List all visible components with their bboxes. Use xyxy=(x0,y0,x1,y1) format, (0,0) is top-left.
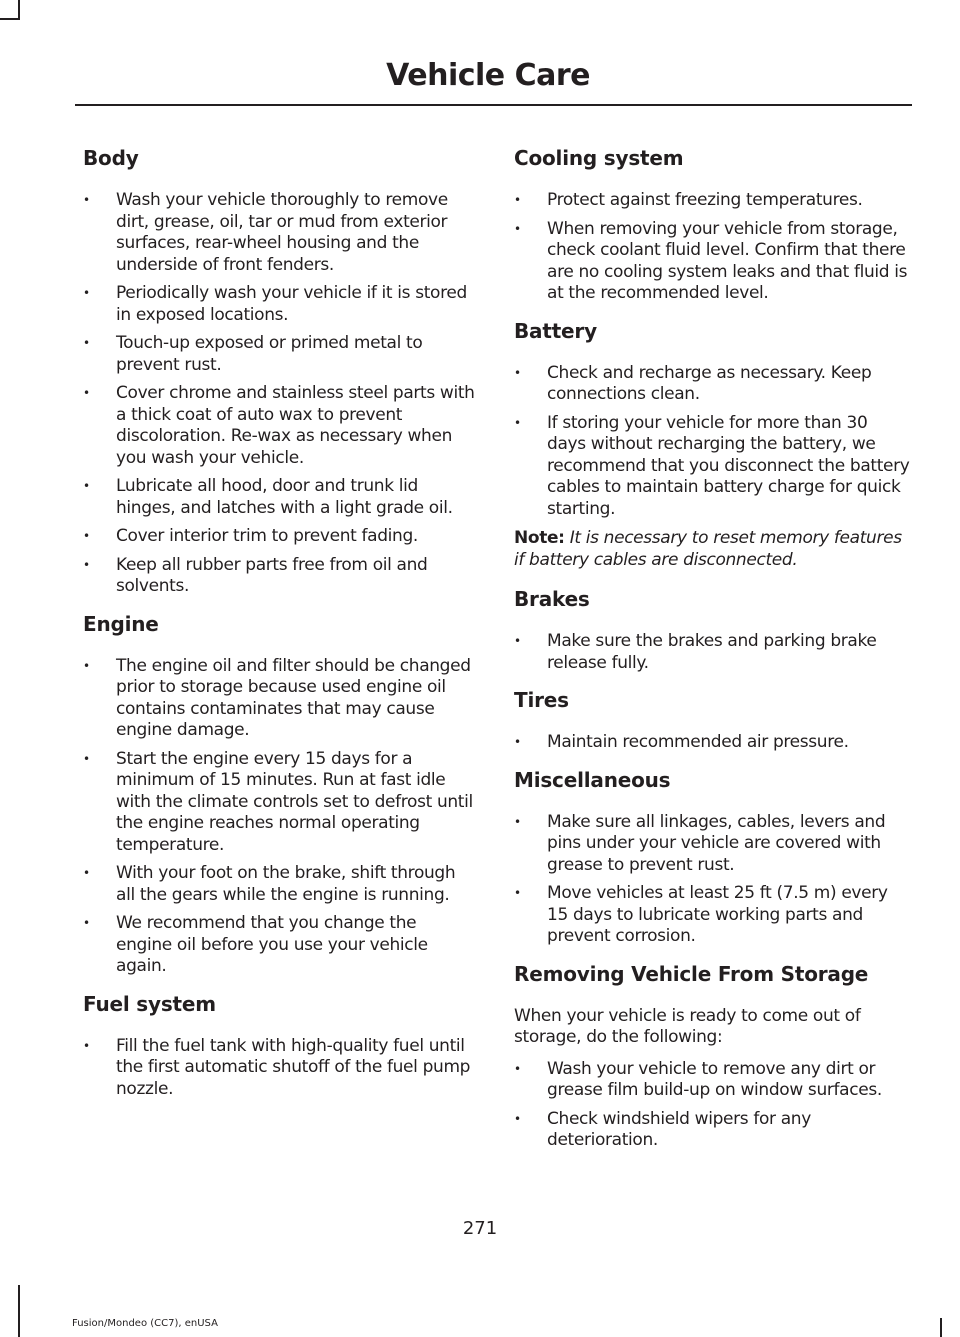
section-heading-brakes: Brakes xyxy=(514,587,590,611)
list-item: • Start the engine every 15 days for a minimum of 15 minutes. Run at fast idle with the climate controls set to defrost until the engine reaches normal operating temperature. xyxy=(83,749,475,857)
right-column xyxy=(514,140,910,1160)
section-heading-removing-vehicle: Removing Vehicle From Storage xyxy=(514,961,869,986)
list-fuel-system xyxy=(83,1036,475,1101)
list-item: • Make sure the brakes and parking brake release fully. xyxy=(514,631,910,674)
note-text: It is necessary to reset memory features if battery cables are disconnected. xyxy=(514,528,902,570)
list-tires xyxy=(514,732,910,754)
list-item: • Touch-up exposed or primed metal to prevent rust. xyxy=(83,333,475,376)
list-item: • If storing your vehicle for more than 30 days without recharging the battery, we recommend that you disconnect the battery cables to maintain battery charge for quick starting. xyxy=(514,413,910,521)
list-item: • Make sure all linkages, cables, levers and pins under your vehicle are covered with grease to prevent rust. xyxy=(514,812,910,877)
section-heading-engine: Engine xyxy=(83,611,159,636)
crop-mark-bottom-right-vertical xyxy=(940,1318,942,1337)
left-column xyxy=(83,140,475,1108)
list-battery xyxy=(514,363,910,521)
list-item: • Wash your vehicle to remove any dirt or grease film build-up on window surfaces. xyxy=(514,1059,910,1102)
section-heading-tires: Tires xyxy=(514,688,569,712)
list-item: • We recommend that you change the engine oil before you use your vehicle again. xyxy=(83,913,475,978)
section-heading-miscellaneous: Miscellaneous xyxy=(514,767,671,792)
list-cooling-system xyxy=(514,190,910,305)
list-item: • Move vehicles at least 25 ft (7.5 m) every 15 days to lubricate working parts and prevent corrosion. xyxy=(514,883,910,948)
page-number: 271 xyxy=(462,1218,498,1239)
list-item: • Check and recharge as necessary. Keep connections clean. xyxy=(514,363,910,406)
list-item: • Maintain recommended air pressure. xyxy=(514,732,910,754)
crop-mark-top-left-horizontal xyxy=(0,18,20,20)
section-heading-battery: Battery xyxy=(514,318,597,343)
list-miscellaneous xyxy=(514,812,910,948)
footer-edition: Fusion/Mondeo (CC7), enUSA xyxy=(72,1318,218,1329)
page-header-title: Vehicle Care xyxy=(386,58,590,93)
section-heading-body: Body xyxy=(83,146,139,170)
list-removing-vehicle xyxy=(514,1059,910,1152)
list-brakes xyxy=(514,631,910,674)
list-body xyxy=(83,190,475,598)
section-heading-fuel-system: Fuel system xyxy=(83,991,216,1016)
list-item: • When removing your vehicle from storage, check coolant fluid level. Confirm that there are no cooling system leaks and that fluid is at the recommended level. xyxy=(514,219,910,305)
list-item: • With your foot on the brake, shift through all the gears while the engine is running. xyxy=(83,863,475,906)
list-item: • Lubricate all hood, door and trunk lid hinges, and latches with a light grade oil. xyxy=(83,476,475,519)
removing-intro: When your vehicle is ready to come out of storage, do the following: xyxy=(514,1005,861,1047)
list-item: • Cover interior trim to prevent fading. xyxy=(83,526,475,548)
battery-note xyxy=(514,528,910,571)
list-item: • Cover chrome and stainless steel parts with a thick coat of auto wax to prevent discoloration. Re-wax as necessary when you wash your vehicle. xyxy=(83,383,475,469)
note-label: Note: xyxy=(514,528,565,548)
header-rule xyxy=(75,104,912,106)
crop-mark-top-left-vertical xyxy=(18,0,20,20)
list-engine xyxy=(83,656,475,978)
list-item: • The engine oil and filter should be changed prior to storage because used engine oil contains contaminates that may cause engine damage. xyxy=(83,656,475,742)
list-item: • Wash your vehicle thoroughly to remove dirt, grease, oil, tar or mud from exterior surfaces, rear-wheel housing and the underside of front fenders. xyxy=(83,190,475,276)
list-item: • Protect against freezing temperatures. xyxy=(514,190,910,212)
list-item: • Fill the fuel tank with high-quality fuel until the first automatic shutoff of the fuel pump nozzle. xyxy=(83,1036,475,1101)
list-item: • Periodically wash your vehicle if it is stored in exposed locations. xyxy=(83,283,475,326)
list-item: • Keep all rubber parts free from oil and solvents. xyxy=(83,555,475,598)
section-heading-cooling-system: Cooling system xyxy=(514,146,684,170)
crop-mark-bottom-left-vertical xyxy=(18,1285,20,1337)
list-item: • Check windshield wipers for any deterioration. xyxy=(514,1109,910,1152)
